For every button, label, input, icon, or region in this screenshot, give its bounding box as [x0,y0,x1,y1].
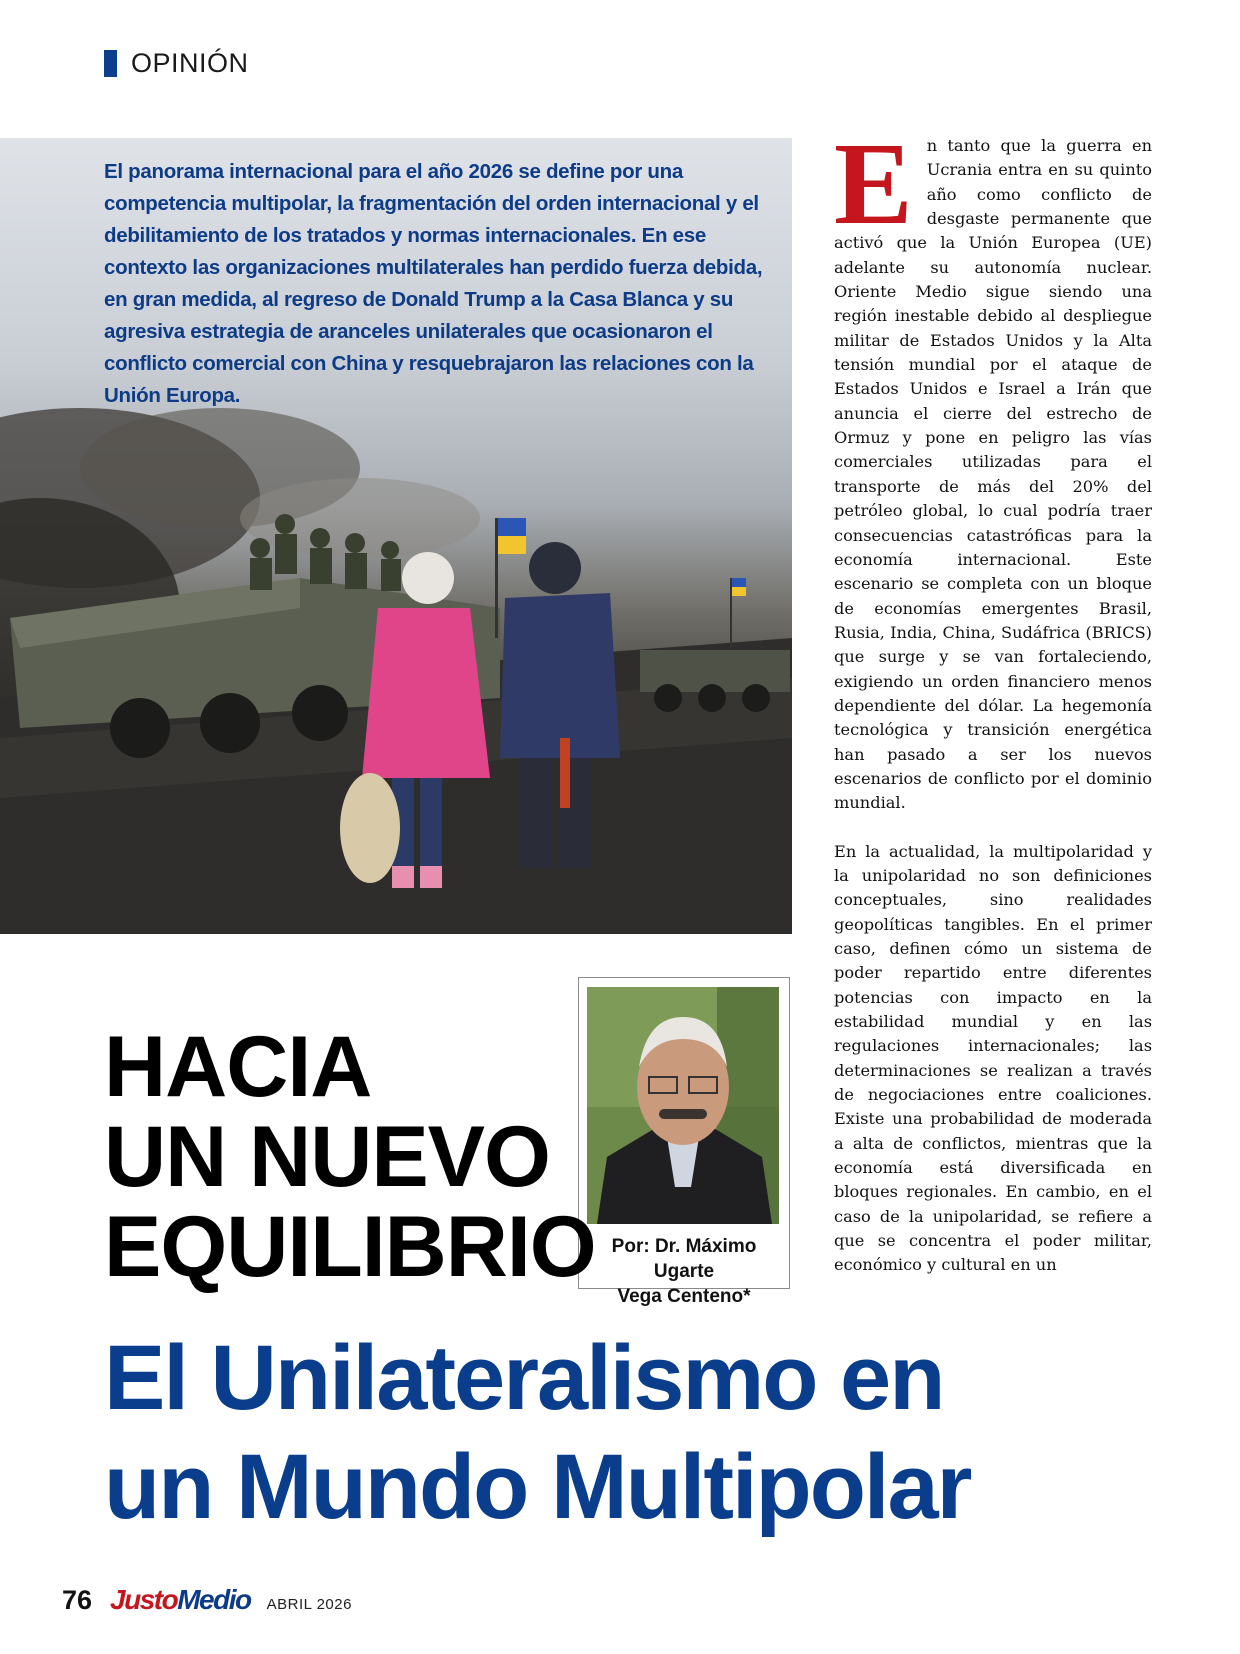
author-photo [587,987,779,1224]
body-column [834,118,1152,1302]
headline [104,1324,1184,1542]
author-byline [579,1234,789,1309]
body-paragraph-1 [834,118,1152,816]
kicker-title [104,1019,596,1295]
kicker-line-3: EQUILIBRIO [104,1199,596,1295]
dropcap: E [834,118,913,249]
issue-date: ABRIL 2026 [266,1596,352,1613]
kicker-line-1: HACIA [104,1019,372,1115]
headline-line-1: El Unilateralismo en [104,1327,944,1429]
kicker-line-2: UN NUEVO [104,1109,550,1205]
section-bar [104,50,117,77]
lead-paragraph: El panorama internacional para el año 2026 se define por una competencia multipolar, la fragmentación del orden internacional y el debilitamiento de los tratados y normas internacionales. En ese contexto las organizaciones multilaterales han perdido fuerza debida, en gran medida, al regreso de Donald Trump a la Casa Blanca y su agresiva estrategia de aranceles unilaterales que ocasionaron el conflicto comercial con China y resquebrajaron las relaciones con la Unión Europa. [104,160,763,407]
byline-line-1: Por: Dr. Máximo Ugarte [611,1236,757,1282]
brand-logo [110,1584,251,1616]
author-portrait [587,987,779,1224]
section-label: OPINIÓN [131,48,249,78]
page-footer [62,1584,352,1616]
author-box [578,977,790,1307]
byline-line-2: Vega Centeno* [617,1286,751,1307]
headline-line-2: un Mundo Multipolar [104,1436,971,1538]
body-paragraph-1-text: n tanto que la guerra en Ucrania entra en su quinto año como conflicto de desgaste permanente que activó que la Unión Europea (UE) adelante su autonomía nuclear. Oriente Medio sigue siendo una región inestable debido al despliegue militar de Estados Unidos y la Alta tensión mundial por el ataque de Estados Unidos e Israel a Irán que anuncia el cierre del estrecho de Ormuz y pone en peligro las vías comerciales utilizadas para el transporte de más del 20% del petróleo global, lo cual podría traer consecuencias catastróficas para la economía internacional. Este escenario se completa con un bloque de economías emergentes Brasil, Rusia, India, China, Sudáfrica (BRICS) que surge y se van fortaleciendo, exigiendo un orden financiero menos dependiente del dólar. La hegemonía tecnológica y transición energética han pasado a ser los nuevos escenarios de conflicto por el dominio mundial. [834,136,1152,813]
hero-photo [0,138,792,934]
brand-part-2: Medio [177,1584,251,1615]
body-paragraph-2: En la actualidad, la multipolaridad y la unipolaridad no son definiciones conceptuales, sino realidades geopolíticas tangibles. En el primer caso, definen cómo un sistema de poder repartido entre diferentes potencias con impacto en la estabilidad mundial y en las regulaciones internacionales; las determinaciones se realizan a través de negociaciones entre coaliciones. Existe una probabilidad de moderada a alta de conflictos, mientras que la economía está diversificada en bloques regionales. En cambio, en el caso de la unipolaridad, se refiere a que se concentra el poder militar, económico y cultural en un [834,841,1152,1275]
section-tag [104,48,249,79]
page-number: 76 [62,1585,93,1615]
brand-part-1: Justo [110,1584,178,1615]
